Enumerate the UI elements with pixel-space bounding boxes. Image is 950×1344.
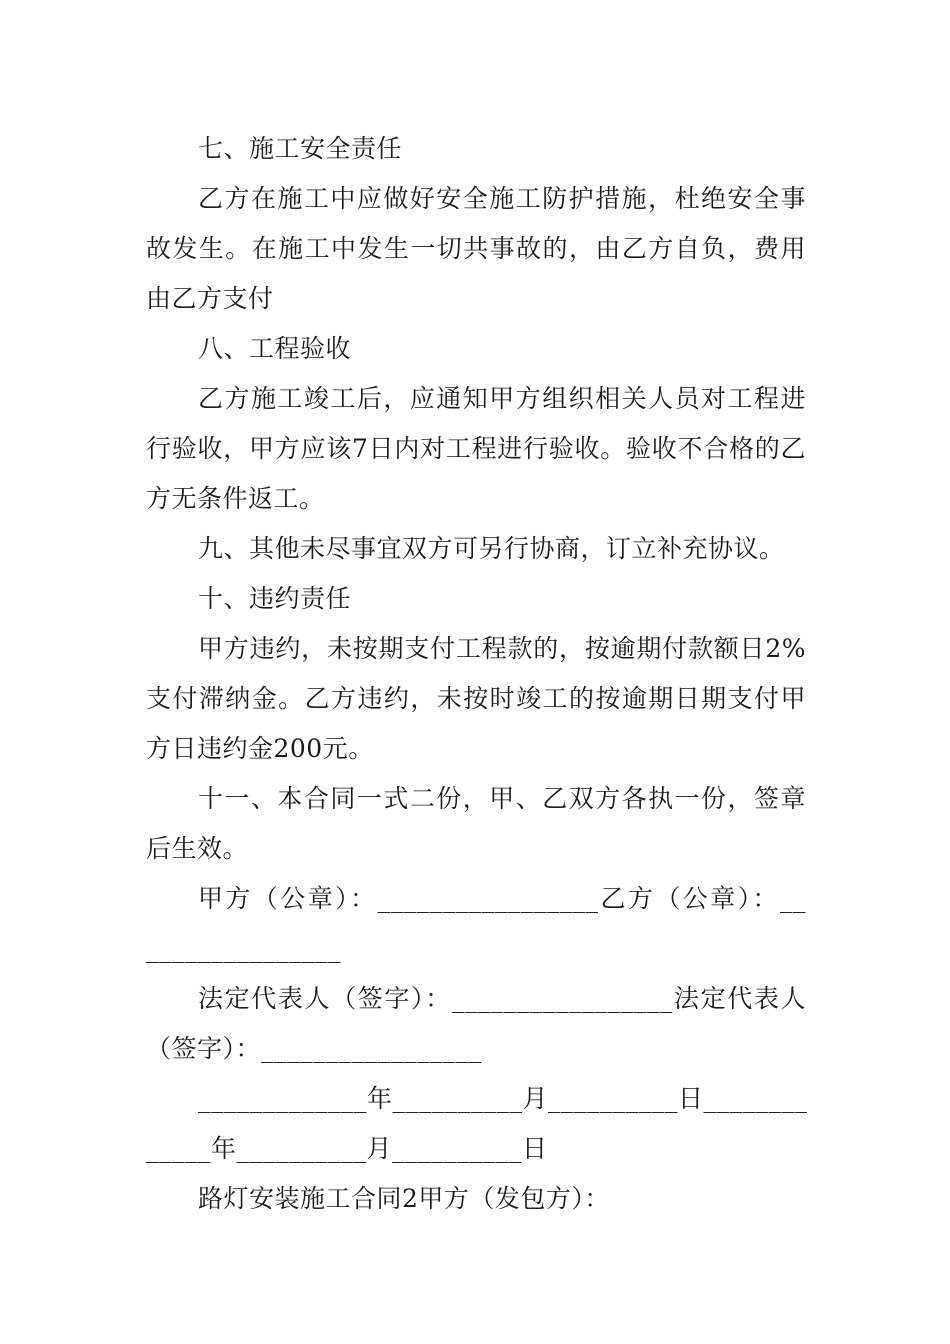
section-heading-8: 八、工程验收 (198, 334, 352, 363)
signature-date-line: _____年__________月__________日 (146, 1134, 548, 1163)
section-heading-7: 七、施工安全责任 (198, 134, 403, 163)
signature-seal-line: _______________ (146, 934, 341, 963)
section-heading-9: 九、其他未尽事宜双方可另行协商，订立补充协议。 (198, 534, 785, 563)
body-line: 方日违约金200元。 (146, 734, 374, 763)
body-line: 后生效。 (146, 834, 249, 863)
section-heading-10: 十、违约责任 (198, 584, 352, 613)
body-line: 甲方违约，未按期支付工程款的，按逾期付款额日2% (198, 634, 806, 663)
body-line: 行验收，甲方应该7日内对工程进行验收。验收不合格的乙 (146, 434, 806, 463)
document-page (146, 124, 806, 1224)
signature-representative-line: （签字）：_________________ (146, 1034, 483, 1063)
body-line: 方无条件返工。 (146, 484, 325, 513)
body-line: 乙方施工竣工后，应通知甲方组织相关人员对工程进 (198, 384, 806, 413)
body-line: 支付滞纳金。乙方违约，未按时竣工的按逾期日期支付甲 (146, 684, 806, 713)
body-line: 由乙方支付 (146, 284, 274, 313)
next-contract-heading: 路灯安装施工合同2甲方（发包方）： (198, 1184, 610, 1213)
signature-representative-line: 法定代表人（签字）：_________________法定代表人 (198, 984, 806, 1013)
section-heading-11: 十一、本合同一式二份，甲、乙双方各执一份，签章 (198, 784, 806, 813)
signature-seal-line: 甲方（公章）：_________________乙方（公章）：__ (198, 884, 806, 913)
signature-date-line: _____________年__________月__________日________ (198, 1084, 808, 1113)
body-line: 故发生。在施工中发生一切共事故的，由乙方自负，费用 (146, 234, 806, 263)
body-line: 乙方在施工中应做好安全施工防护措施，杜绝安全事 (198, 184, 806, 213)
